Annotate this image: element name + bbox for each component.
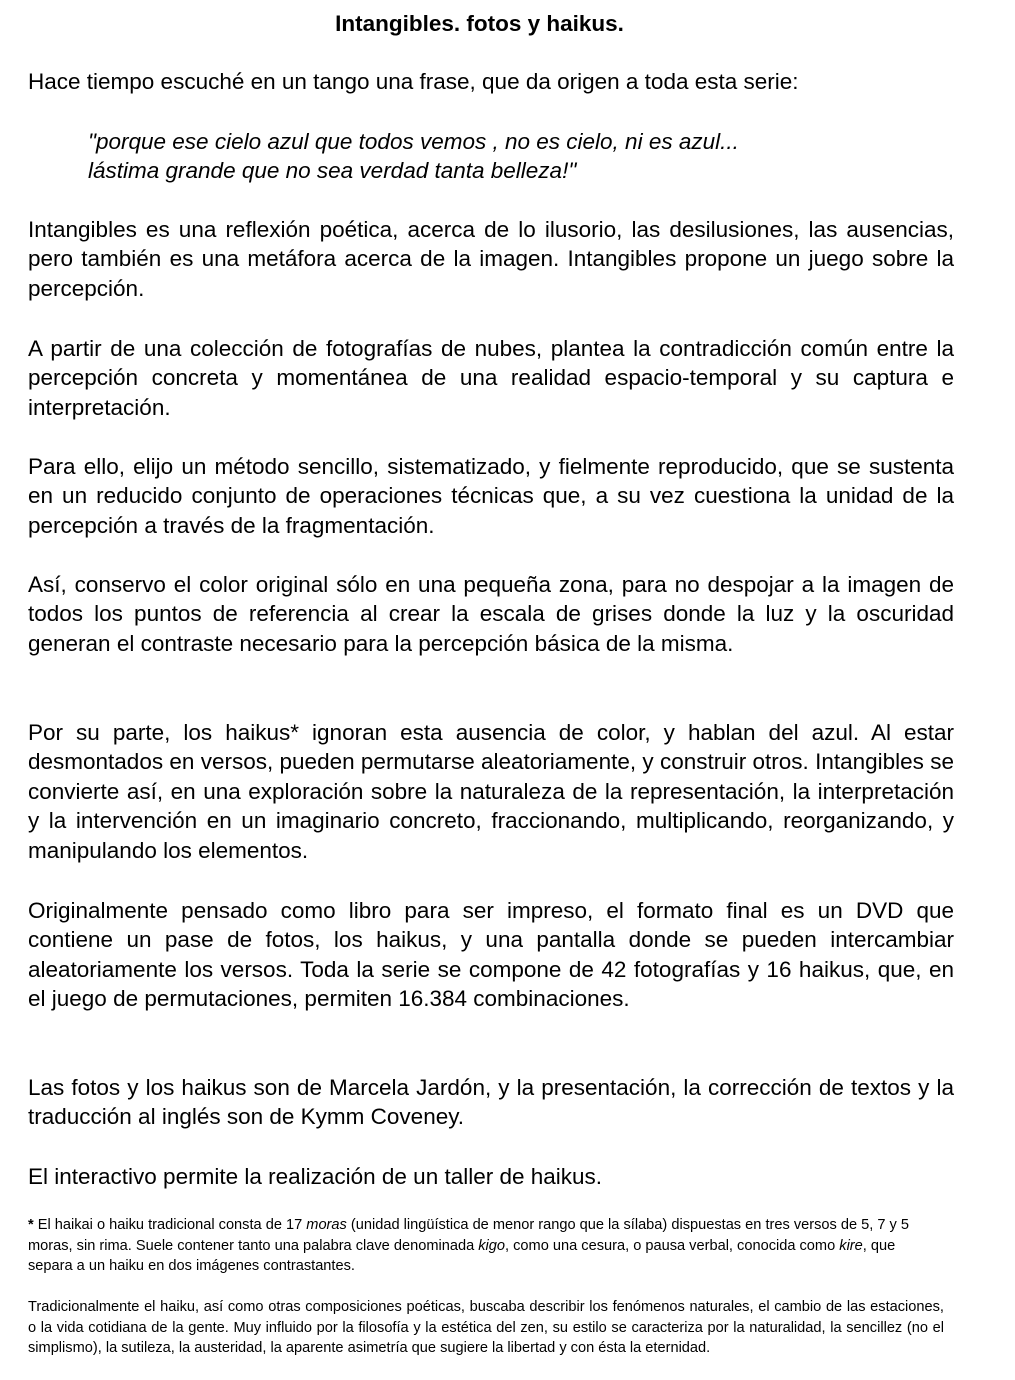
- footnote-paragraph-2: Tradicionalmente el haiku, así como otras composiciones poéticas, buscaba describir los fenómenos naturales, el cambio de las estaciones, o la vida cotidiana de la gente. Muy influido por la filosofía y la estética del zen, su estilo se caracteriza por la naturalidad, la sencillez (no el simplismo), la sutileza, la austeridad, la aparente asimetría que sugiere la libertad y con ésta la eternidad.: [28, 1299, 944, 1357]
- paragraph-7: Las fotos y los haikus son de Marcela Jardón, y la presentación, la corrección de textos y la traducción al inglés son de Kymm Coveney.: [28, 1075, 954, 1130]
- footnote-term-moras: moras: [306, 1217, 347, 1233]
- footnote-term-kigo: kigo: [478, 1237, 506, 1254]
- footnote-text-3: , como una cesura, o pausa verbal, conocida como: [505, 1237, 840, 1254]
- footnote-text-1: El haikai o haiku tradicional consta de 17: [33, 1217, 307, 1233]
- paragraph-4: Así, conservo el color original sólo en una pequeña zona, para no despojar a la imagen de todos los puntos de referencia al crear la escala de grises donde la luz y la oscuridad generan el contraste necesario para la percepción básica de la misma.: [28, 572, 954, 656]
- paragraph-1: Intangibles es una reflexión poética, acerca de lo ilusorio, las desilusiones, las ausencias, pero también es una metáfora acerca de la imagen. Intangibles propone un juego sobre la percepción.: [28, 217, 954, 301]
- paragraph-6: Originalmente pensado como libro para ser impreso, el formato final es un DVD que contiene un pase de fotos, los haikus, y una pantalla donde se pueden intercambiar aleatoriamente los versos. Toda la serie se compone de 42 fotografías y 16 haikus, que, en el juego de permutaciones, permiten 16.384 combinaciones.: [28, 898, 954, 1012]
- tango-quote: [88, 127, 948, 186]
- paragraph-5: Por su parte, los haikus* ignoran esta ausencia de color, y hablan del azul. Al estar desmontados en versos, pueden permutarse aleatoriamente, y construir otros. Intangibles se convierte así, en una exploración sobre la naturaleza de la representación, la interpretación y la intervención en un imaginario concreto, fraccionando, multiplicando, reorganizando, y manipulando los elementos.: [28, 720, 954, 863]
- footnote: [28, 1215, 940, 1277]
- paragraph-3: Para ello, elijo un método sencillo, sistematizado, y fielmente reproducido, que se sustenta en un reducido conjunto de operaciones técnicas que, a su vez cuestiona la unidad de la percepción a través de la fragmentación.: [28, 454, 954, 538]
- footnote-term-kire: kire: [839, 1237, 863, 1254]
- paragraph-8: El interactivo permite la realización de un taller de haikus.: [28, 1164, 603, 1189]
- quote-line-2: lástima grande que no sea verdad tanta belleza!": [88, 158, 577, 184]
- intro-paragraph: Hace tiempo escuché en un tango una frase, que da origen a toda esta serie:: [28, 69, 799, 94]
- paragraph-2: A partir de una colección de fotografías de nubes, plantea la contradicción común entre la percepción concreta y momentánea de una realidad espacio-temporal y su captura e interpretación.: [28, 336, 954, 420]
- quote-line-1: "porque ese cielo azul que todos vemos , no es cielo, ni es azul...: [88, 129, 739, 154]
- footnote-text-2: (unidad lingüística de menor rango que la sílaba) dispuestas en tres versos de 5, 7 y 5 moras, sin rima. Suele contener tanto una palabra clave denominada: [28, 1217, 910, 1254]
- page-title: Intangibles. fotos y haikus.: [335, 11, 624, 36]
- footnote-text-4: , que separa a un haiku en dos imágenes contrastantes.: [28, 1237, 896, 1275]
- footnote-marker: *: [28, 1217, 34, 1233]
